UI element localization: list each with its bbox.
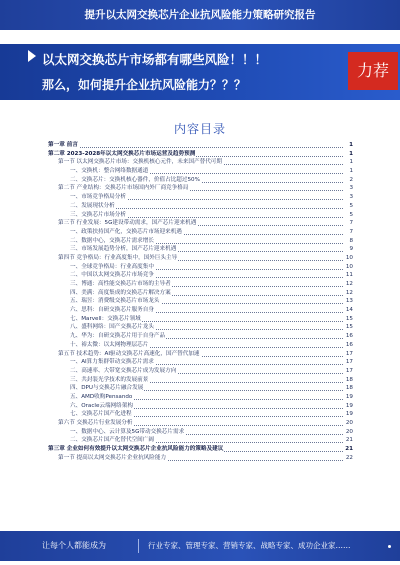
toc-entry-text: 第六节 交换芯片行业发展分析: [58, 420, 133, 426]
toc-entry[interactable]: [48, 332, 353, 341]
toc-entry-page: 20: [345, 420, 353, 426]
toc-entry[interactable]: [48, 167, 353, 176]
toc-entry-page: 3: [349, 185, 353, 192]
toc-entry-text: 四、DPU与交换芯片融合发展: [70, 385, 144, 392]
toc-entry-page: 19: [345, 402, 353, 409]
toc-entry-page: 17: [345, 350, 353, 357]
toc-entry[interactable]: [48, 245, 353, 254]
toc-entry[interactable]: [48, 350, 353, 359]
toc-entry[interactable]: [48, 219, 353, 228]
toc-entry-text: 一、交换机：整合网络数据通道: [70, 168, 149, 175]
toc-entry-page: 19: [345, 393, 353, 400]
footer-roles: 行业专家、管理专家、营销专家、战略专家、成功企业家……: [148, 541, 351, 550]
headline-line-2: 那么，如何提升企业抗风险能力？？？: [42, 78, 247, 92]
toc-entry[interactable]: [48, 428, 353, 437]
toc-entry[interactable]: [48, 410, 353, 419]
toc-entry[interactable]: [48, 376, 353, 385]
toc-entry-page: 1: [349, 168, 353, 175]
toc-entry[interactable]: [48, 323, 353, 332]
toc-entry-page: 12: [345, 281, 353, 287]
toc-entry[interactable]: [48, 341, 353, 350]
toc-entry-text: 第一节 提高以太网交换芯片企业抗风险能力: [58, 454, 167, 461]
toc-entry-page: 15: [345, 315, 353, 322]
toc-entry-page: 12: [345, 289, 353, 296]
toc-entry[interactable]: [48, 315, 353, 324]
toc-entry[interactable]: [48, 289, 353, 298]
toc-entry[interactable]: [48, 419, 353, 428]
toc-entry-text: 六、思科：自研交换芯片服务自身: [70, 307, 154, 314]
headline-banner: [0, 44, 400, 100]
toc-entry[interactable]: [48, 454, 353, 463]
toc-entry-page: 1: [349, 159, 353, 166]
headline-line-1: 以太网交换芯片市场都有哪些风险！！！: [42, 52, 268, 67]
toc-entry[interactable]: [48, 211, 353, 220]
toc-entry-page: 21: [345, 437, 353, 444]
toc-entry-page: 9: [349, 246, 353, 253]
toc-entry[interactable]: [48, 193, 353, 202]
toc-entry[interactable]: [48, 150, 353, 159]
toc-entry[interactable]: [48, 141, 353, 150]
toc-entry[interactable]: [48, 254, 353, 263]
toc-entry-page: 10: [345, 263, 353, 270]
report-header: [0, 0, 400, 30]
toc-entry-text: 七、Marvell：交换芯片领域: [70, 315, 141, 322]
toc-title: 内容目录: [173, 122, 226, 136]
toc-entry-text: 十、裕太微：以太网物理层芯片: [70, 341, 149, 348]
toc-entry-text: 第二章 2023-2028年以太网交换芯片市场运营及趋势预测: [48, 150, 196, 157]
table-of-contents: [48, 141, 353, 462]
toc-entry-page: 15: [345, 324, 353, 331]
toc-entry[interactable]: [48, 445, 353, 454]
toc-entry-text: 第四节 竞争格局：行业高度集中，国外巨头主导: [58, 254, 178, 261]
toc-entry-text: 第二节 产业结构：交换芯片市场国内外厂商竞争格局: [58, 185, 189, 192]
toc-entry[interactable]: [48, 263, 353, 272]
toc-entry[interactable]: [48, 402, 353, 411]
arrow-icon: [28, 50, 36, 62]
toc-entry-text: 二、交换芯片：交换机核心器件，价值占比超过50%: [70, 176, 200, 183]
toc-entry-text: 五、瑞昱：消费级交换芯片市场龙头: [70, 298, 160, 305]
toc-entry[interactable]: [48, 280, 353, 289]
toc-entry-page: 18: [345, 385, 353, 392]
toc-entry-page: 16: [345, 341, 353, 348]
toc-entry-page: 19: [345, 411, 353, 418]
toc-entry-page: 1: [349, 150, 353, 157]
toc-entry-page: 3: [349, 194, 353, 201]
toc-entry-page: 22: [345, 454, 353, 461]
toc-entry-text: 二、中国以太网交换芯片市场竞争: [70, 272, 154, 279]
toc-entry-page: 16: [345, 333, 353, 340]
toc-entry[interactable]: [48, 158, 353, 167]
toc-entry-page: 7: [349, 228, 353, 235]
toc-entry-text: 第五节 技术趋势：AI驱动交换芯片高速化，国产替代加速: [58, 350, 200, 357]
toc-entry[interactable]: [48, 228, 353, 237]
recommend-stamp: 力荐: [348, 52, 398, 90]
toc-entry-text: 二、数据中心，交换芯片需求增长: [70, 237, 154, 244]
dot-icon: [388, 545, 391, 548]
toc-entry[interactable]: [48, 306, 353, 315]
toc-entry[interactable]: [48, 393, 353, 402]
toc-entry-text: 一、AI算力集群带动交换芯片需求: [70, 359, 154, 366]
toc-entry-page: 7: [349, 220, 353, 227]
toc-entry[interactable]: [48, 358, 353, 367]
toc-entry-page: 21: [345, 446, 353, 453]
toc-leader-dots: [48, 147, 343, 148]
toc-entry[interactable]: [48, 436, 353, 445]
toc-entry-text: 七、交换芯片国产化进程: [70, 411, 132, 418]
report-title: 提升以太网交换芯片企业抗风险能力策略研究报告: [84, 9, 316, 21]
toc-entry[interactable]: [48, 184, 353, 193]
toc-entry[interactable]: [48, 237, 353, 246]
footer-slogan: 让每个人都能成为: [42, 541, 106, 550]
toc-entry-page: 10: [345, 254, 353, 261]
toc-entry-page: 5: [349, 211, 353, 218]
toc-entry-text: 三、交换芯片市场分析: [70, 211, 126, 218]
toc-entry-text: 第一章 前言: [48, 142, 78, 148]
footer-divider: [138, 539, 139, 553]
toc-entry-text: 一、数据中心、云计算及5G带动交换芯片需求: [70, 428, 185, 435]
toc-entry[interactable]: [48, 367, 353, 376]
toc-entry-text: 一、市场竞争格局分析: [70, 194, 126, 201]
toc-entry-text: 一、全球竞争格局：行业高度集中: [70, 263, 154, 270]
toc-entry-text: 六、Oracle云端网络架构: [70, 402, 133, 409]
toc-entry-text: 二、发展现状分析: [70, 202, 115, 209]
toc-entry-text: 二、高速率、大带宽交换芯片成为发展方向: [70, 367, 177, 374]
toc-entry[interactable]: [48, 384, 353, 393]
toc-entry[interactable]: [48, 271, 353, 280]
toc-entry-text: 四、美满：高度集成的交换芯片解决方案: [70, 289, 171, 296]
footer-bar: [0, 531, 400, 561]
toc-entry-text: 八、盛科网络：国产交换芯片龙头: [70, 324, 154, 331]
toc-entry-text: 二、交换芯片国产化替代空间广阔: [70, 437, 154, 444]
toc-entry-page: 18: [345, 376, 353, 383]
toc-entry[interactable]: [48, 297, 353, 306]
toc-entry-page: 8: [349, 237, 353, 244]
toc-entry-page: 11: [345, 272, 353, 279]
toc-entry[interactable]: [48, 176, 353, 185]
toc-entry-text: 三、共封装光学技术的发展前景: [70, 376, 149, 383]
toc-entry-text: 第一节 以太网交换芯片市场：交换机核心元件，未来国产替代可期: [58, 159, 222, 166]
toc-entry-text: 五、AMD收购Pensando: [70, 393, 133, 400]
toc-entry-page: 2: [349, 176, 353, 183]
toc-entry-page: 5: [349, 202, 353, 209]
toc-entry-text: 第三节 行业发展：5G建设带动需求，国产芯片迎来机遇: [58, 220, 197, 227]
toc-entry[interactable]: [48, 202, 353, 211]
toc-entry-text: 一、政策扶持国产化，交换芯片市场迎来机遇: [70, 228, 182, 235]
toc-entry-text: 九、华为：自研交换芯片用于自身产品: [70, 333, 166, 340]
toc-entry-text: 三、博通：高性能交换芯片市场的主导者: [70, 281, 171, 287]
toc-entry-page: 13: [345, 298, 353, 305]
toc-entry-page: 20: [345, 428, 353, 435]
toc-entry-page: 17: [345, 359, 353, 366]
toc-entry-page: 14: [345, 307, 353, 314]
toc-entry-text: 第三章 企业如何有效提升以太网交换芯片企业抗风险能力的策略及建议: [48, 446, 224, 453]
toc-entry-page: 1: [349, 142, 353, 148]
toc-entry-page: 17: [345, 367, 353, 374]
toc-entry-text: 三、市场发展趋势分析，国产芯片迎来机遇: [70, 246, 177, 253]
